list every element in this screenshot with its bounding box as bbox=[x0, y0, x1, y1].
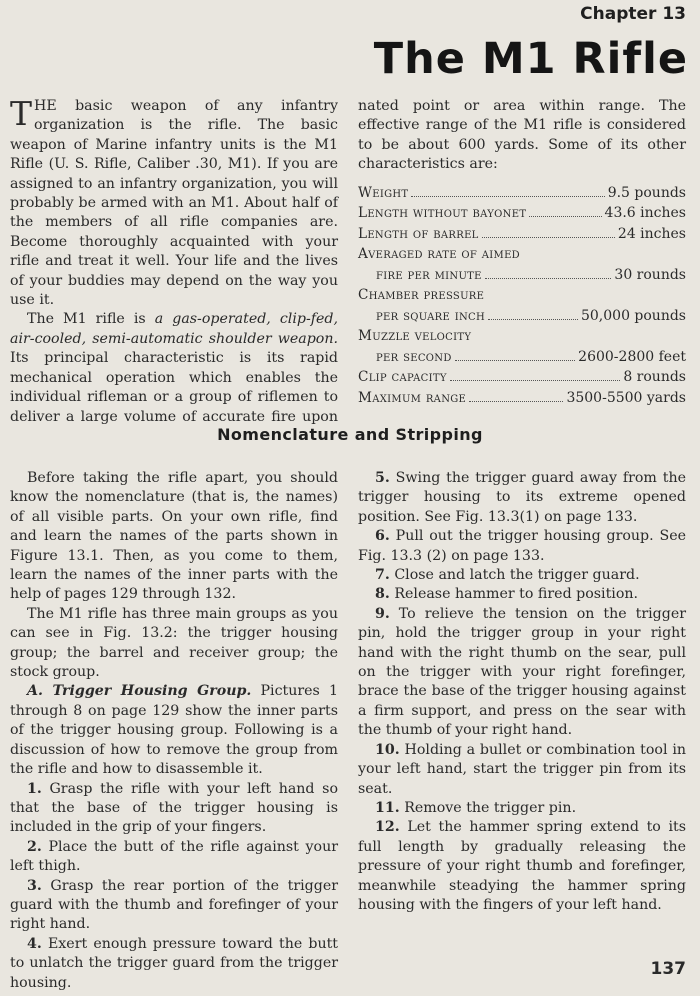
step-8: 8. Release hammer to fired position. bbox=[375, 586, 639, 603]
step-5: 5. Swing the trigger guard away from the trigger housing to its extreme opened position. See Fig. 13.3(1) on page 133. bbox=[358, 470, 686, 525]
spec-chamber-heading: Chamber pressure bbox=[358, 287, 485, 304]
spec-chamber: per square inch 50,000 pounds bbox=[376, 307, 686, 324]
spec-clip: Clip capacity 8 rounds bbox=[358, 369, 686, 386]
spec-barrel: Length of barrel 24 inches bbox=[358, 225, 686, 242]
step-1: 1. Grasp the rifle with your left hand so that the base of the trigger housing is included in the grip of your fingers. bbox=[10, 780, 338, 836]
spec-range: Maximum range 3500-5500 yards bbox=[358, 389, 686, 406]
characteristics-list bbox=[358, 183, 686, 409]
intro-paragraph-1-text: HE basic weapon of any infantry organization is the rifle. The basic weapon of Marine infantry units is the M1 Rifle (U. S. Rifle, Caliber .30, M1). If you are assigned to an infantry organization, you will probably be armed with an M1. About half of the members of all rifle companies are. Become thoroughly acquainted with your rifle and treat it well. Your life and the lives of your buddies may depend on the way you use it. bbox=[10, 98, 338, 309]
spec-rate-heading: Averaged rate of aimed bbox=[358, 246, 520, 263]
spec-muzzle-heading: Muzzle velocity bbox=[358, 328, 472, 345]
spec-length: Length without bayonet 43.6 inches bbox=[358, 205, 686, 222]
step-11: 11. Remove the trigger pin. bbox=[375, 799, 577, 816]
chapter-label: Chapter 13 bbox=[580, 4, 686, 24]
intro-definition: a gas-operated, clip-fed, air-cooled, semi-automatic shoulder weapon. bbox=[10, 311, 338, 347]
subsection-text: Pictures 1 through 8 on page 129 show the inner parts of the trigger housing group. Following is a discussion of how to remove the group from the rifle and how to disassemble it. bbox=[10, 683, 338, 778]
drop-cap: T bbox=[10, 94, 33, 133]
step-12: 12. Let the hammer spring extend to its full length by gradually releasing the pressure of your right thumb and forefinger, meanwhile steadying the hammer spring housing with the fingers of your left hand. bbox=[358, 819, 686, 913]
step-3: 3. Grasp the rear portion of the trigger guard with the thumb and forefinger of your right hand. bbox=[10, 877, 338, 933]
intro-left-column bbox=[10, 94, 338, 427]
intro-continuation: nated point or area within range. The effective range of the M1 rifle is considered to be about 600 yards. Some of its other characteristics are: bbox=[358, 98, 686, 173]
spec-rate: fire per minute 30 rounds bbox=[376, 266, 686, 283]
section-heading: Nomenclature and Stripping bbox=[217, 425, 483, 444]
intro-paragraph-2-end: Its principal characteristic is its rapid mechanical operation which enables the individual rifleman or a group of riflemen to deliver a large volume of accurate fire upon bbox=[10, 350, 338, 425]
body-paragraph-2: The M1 rifle has three main groups as you can see in Fig. 13.2: the trigger housing group; the barrel and receiver group; the stock group. bbox=[10, 605, 338, 681]
body-left-column bbox=[10, 469, 338, 993]
spec-weight: Weight 9.5 pounds bbox=[358, 184, 686, 201]
subsection-label: A. Trigger Housing Group. bbox=[27, 683, 252, 700]
page-number: 137 bbox=[650, 959, 686, 979]
step-6: 6. Pull out the trigger housing group. See Fig. 13.3 (2) on page 133. bbox=[358, 528, 686, 564]
step-10: 10. Holding a bullet or combination tool in your left hand, start the trigger pin from its seat. bbox=[358, 741, 686, 797]
body-paragraph-1: Before taking the rifle apart, you should know the nomenclature (that is, the names) of all visible parts. On your own rifle, find and learn the names of the parts shown in Figure 13.1. Then, as you come to them, learn the names of the inner parts with the help of pages 129 through 132. bbox=[10, 470, 338, 603]
intro-paragraph-2 bbox=[10, 310, 338, 427]
spec-muzzle: per second 2600-2800 feet bbox=[376, 348, 686, 365]
page-title: The M1 Rifle bbox=[373, 34, 688, 84]
intro-paragraph-2-start: The M1 rifle is bbox=[27, 311, 155, 328]
step-7: 7. Close and latch the trigger guard. bbox=[375, 567, 640, 584]
body-right-column bbox=[358, 469, 686, 915]
intro-paragraph-1 bbox=[10, 94, 338, 310]
intro-right-column bbox=[358, 97, 686, 408]
step-2: 2. Place the butt of the rifle against your left thigh. bbox=[10, 838, 338, 875]
subsection-paragraph bbox=[10, 682, 338, 779]
step-9: 9. To relieve the tension on the trigger pin, hold the trigger group in your right hand with the right thumb on the sear, pull on the trigger with your right forefinger, brace the base of the trigger housing against a firm support, and press on the sear with the thumb of your right hand. bbox=[358, 605, 686, 739]
step-4: 4. Exert enough pressure toward the butt to unlatch the trigger guard from the trigger housing. bbox=[10, 935, 338, 991]
